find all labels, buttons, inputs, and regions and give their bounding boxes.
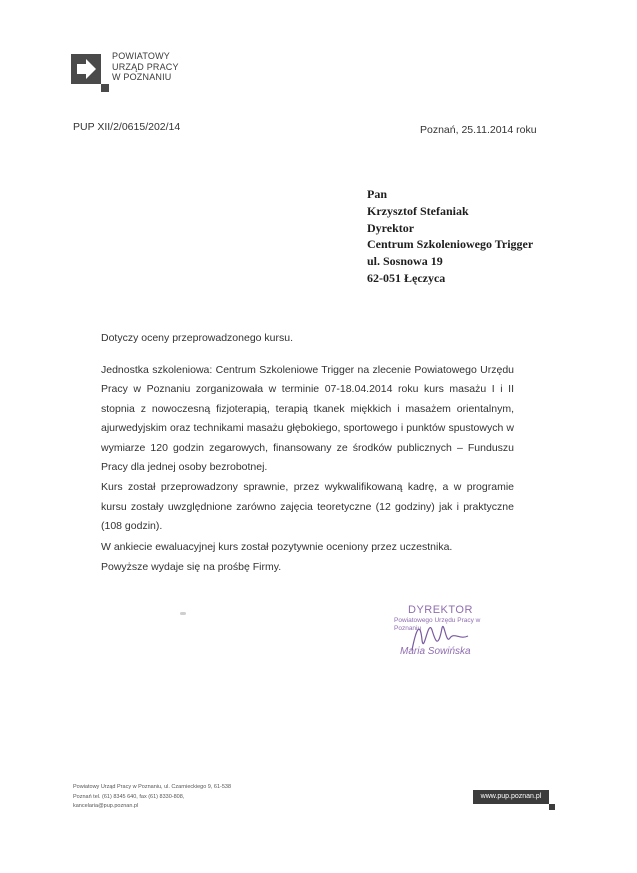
director-stamp bbox=[380, 604, 500, 664]
logo-text bbox=[112, 51, 179, 83]
footer-email[interactable]: kancelaria@pup.poznan.pl bbox=[73, 803, 139, 809]
stamp-title: DYREKTOR bbox=[408, 604, 473, 616]
footer-address-line-1: Powiatowy Urząd Pracy w Poznaniu, ul. Czarnieckiego 9, 61-538 bbox=[73, 784, 232, 790]
footer-address bbox=[73, 783, 231, 812]
recipient-city: 62-051 Łęczyca bbox=[367, 270, 446, 285]
body-paragraph-1: Jednostka szkoleniowa: Centrum Szkoleniowe Trigger na zlecenie Powiatowego Urzędu Pracy w Poznaniu zorganizowała w terminie 07-18.04.2014 roku kurs masażu I i II stopnia z nowoczesną fizjoterapią, terapią tkanek miękkich i masażem orientalnym, ajurwedyjskim oraz technikami masażu głębokiego, sportowego i punktów spustowych w wymiarze 120 godzin zegarowych, finansowany ze środków publicznych – Funduszu Pracy dla jednej osoby bezrobotnej. bbox=[101, 364, 514, 474]
body-paragraph-3: W ankiecie ewaluacyjnej kurs został pozytywnie oceniony przez uczestnika. bbox=[101, 540, 453, 553]
recipient-name: Krzysztof Stefaniak bbox=[367, 203, 469, 218]
logo-line-3: W POZNANIU bbox=[112, 72, 172, 82]
recipient-address bbox=[367, 186, 533, 287]
logo-line-1: POWIATOWY bbox=[112, 51, 170, 61]
reference-number: PUP XII/2/0615/202/14 bbox=[73, 121, 181, 133]
scan-speck bbox=[180, 612, 186, 615]
body-paragraph-4: Powyższe wydaje się na prośbę Firmy. bbox=[101, 561, 282, 574]
recipient-street: ul. Sosnowa 19 bbox=[367, 254, 443, 269]
logo-arrow-icon bbox=[71, 54, 101, 84]
footer-corner-mark bbox=[549, 804, 555, 810]
recipient-position: Dyrektor bbox=[367, 220, 415, 235]
stamp-subtitle: Powiatowego Urzędu Pracy w Poznaniu bbox=[394, 617, 481, 632]
logo-corner-mark bbox=[101, 84, 109, 92]
footer-address-line-2: Poznań tel. (61) 8345 640, fax (61) 8330-808, bbox=[73, 793, 185, 800]
handwritten-signature bbox=[402, 610, 482, 660]
recipient-organization: Centrum Szkoleniowego Trigger bbox=[367, 237, 534, 252]
letter-subject: Dotyczy oceny przeprowadzonego kursu. bbox=[101, 332, 294, 344]
place-and-date: Poznań, 25.11.2014 roku bbox=[420, 124, 537, 136]
recipient-salutation: Pan bbox=[367, 187, 388, 201]
stamp-name: Maria Sowińska bbox=[400, 646, 471, 657]
footer-website-link[interactable]: www.pup.poznan.pl bbox=[473, 790, 549, 804]
body-paragraph-2: Kurs został przeprowadzony sprawnie, przez wykwalifikowaną kadrę, a w programie kursu zostały uwzględnione zarówno zajęcia teoretyczne (12 godziny) jak i praktyczne (108 godzin). bbox=[101, 481, 514, 533]
logo-line-2: URZĄD PRACY bbox=[112, 61, 179, 72]
letter-body bbox=[101, 361, 514, 577]
